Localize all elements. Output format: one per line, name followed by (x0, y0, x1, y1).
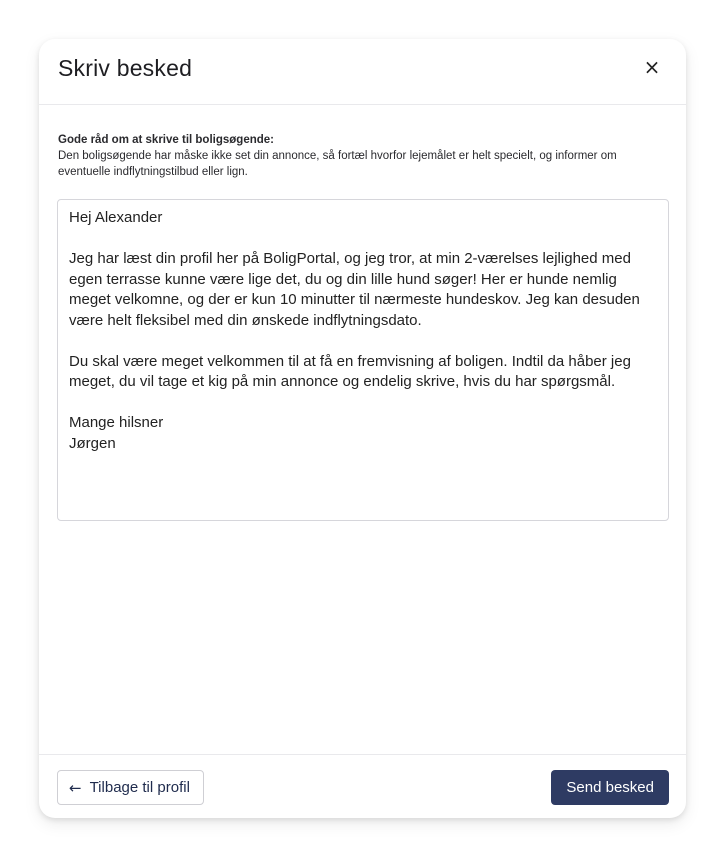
back-button-label: Tilbage til profil (89, 779, 190, 796)
message-textarea[interactable] (57, 199, 669, 521)
back-to-profile-button[interactable] (57, 770, 204, 805)
dialog-title: Skriv besked (58, 55, 193, 81)
dialog-footer (39, 754, 686, 818)
writing-tips (58, 132, 670, 180)
dialog-header (39, 39, 686, 105)
compose-message-dialog (39, 39, 686, 818)
tips-heading: Gode råd om at skrive til boligsøgende: (58, 134, 274, 146)
send-message-button[interactable]: Send besked (551, 770, 669, 805)
tips-text: Den boligsøgende har måske ikke set din annonce, så fortæl hvorfor lejemålet er helt specielt, og informer om eventuelle indflytningstilbud eller lign. (58, 150, 617, 178)
arrow-left-icon: ← (69, 778, 82, 797)
close-icon[interactable]: × (638, 53, 666, 81)
